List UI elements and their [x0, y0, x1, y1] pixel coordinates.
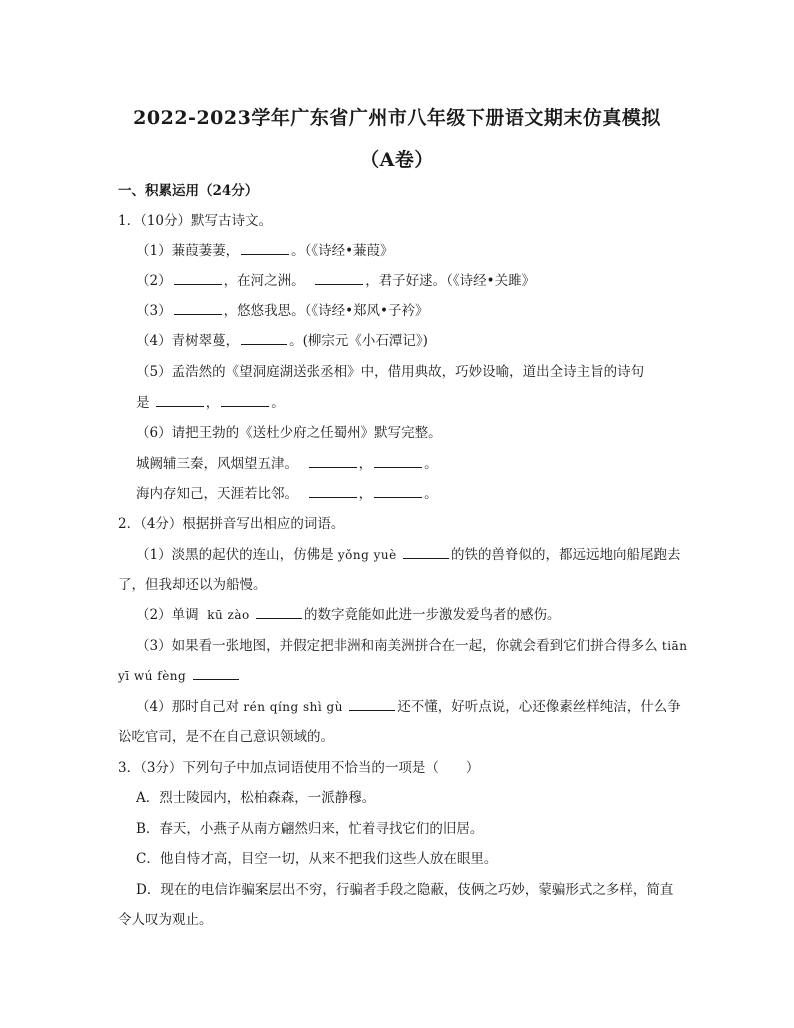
q1-item-6-line1	[136, 455, 438, 473]
answer-blank[interactable]	[309, 455, 357, 468]
document-subtitle: （A卷）	[360, 149, 434, 171]
q1-item-5-comma: ，	[205, 395, 220, 411]
q1-item-3	[136, 302, 429, 320]
q1-item-2-text: ，在河之洲。	[223, 273, 305, 289]
answer-blank[interactable]	[374, 485, 422, 498]
answer-blank[interactable]	[241, 332, 287, 345]
q1-item-1-source: 。（《诗经•蒹葭》	[291, 243, 394, 259]
answer-blank[interactable]	[403, 546, 449, 559]
q2-item-3-cont	[118, 667, 241, 685]
q1-item-4-source: 。(柳宗元《小石潭记》)	[289, 333, 428, 349]
q2-item-3-text: （3）如果看一张地图，并假定把非洲和南美洲拼合在一起，你就会看到它们拼合得多么	[136, 638, 658, 654]
q1-item-2-source: ，君子好逑。（《诗经•关雎》	[365, 273, 536, 289]
pinyin-text: tiān	[661, 639, 688, 653]
answer-blank[interactable]	[241, 242, 289, 255]
answer-blank[interactable]	[156, 394, 204, 407]
q2-item-2	[136, 606, 561, 624]
q2-item-2-text2: 的数字竟能如此进一步激发爱鸟者的感伤。	[304, 607, 561, 623]
q3-option-d[interactable]: D．现在的电信诈骗案层出不穷，行骗者手段之隐蔽，伎俩之巧妙，蒙骗形式之多样，简直	[136, 882, 674, 898]
q3-option-b[interactable]: B．春天，小燕子从南方翩然归来，忙着寻找它们的旧居。	[136, 821, 484, 837]
q2-item-4-cont: 讼吃官司，是不在自己意识领域的。	[118, 729, 334, 745]
poem-comma: ，	[358, 456, 373, 472]
q2-item-1-text: （1）淡黑的起伏的连山，仿佛是	[136, 547, 334, 563]
pinyin-text: yī wú fèng	[118, 669, 187, 683]
q2-item-4-text2: 还不懂，好听点说，心还像素丝样纯洁，什么争	[397, 699, 681, 715]
answer-blank[interactable]	[349, 698, 395, 711]
q2-item-1	[136, 546, 681, 564]
q2-item-1-cont: 了，但我却还以为船慢。	[118, 577, 267, 593]
q2-item-2-text: （2）单调	[136, 607, 199, 623]
poem-line-1: 城阙辅三秦，风烟望五津。	[136, 456, 298, 472]
q3-option-a[interactable]: A．烈士陵园内，松柏森森，一派静穆。	[136, 790, 376, 806]
q3-option-d-cont: 令人叹为观止。	[118, 912, 213, 928]
q1-item-4-text: （4）青树翠蔓，	[136, 333, 240, 349]
q1-item-6: （6）请把王勃的《送杜少府之任蜀州》默写完整。	[136, 425, 442, 441]
q1-item-1-text: （1）蒹葭萋萋，	[136, 243, 240, 259]
q2-item-1-text2: 的铁的兽脊似的，都远远地向船尾跑去	[451, 547, 681, 563]
q2-item-4	[136, 698, 681, 716]
poem-comma: ，	[358, 486, 373, 502]
q3-option-c[interactable]: C．他自恃才高，目空一切，从来不把我们这些人放在眼里。	[136, 851, 498, 867]
answer-blank[interactable]	[315, 272, 363, 285]
q1-item-2-label: （2）	[136, 273, 172, 289]
q1-item-1	[136, 242, 394, 260]
answer-blank[interactable]	[256, 606, 302, 619]
q1-item-3-text: ，悠悠我思。（《诗经•郑风•子衿》	[223, 303, 429, 319]
answer-blank[interactable]	[174, 302, 222, 315]
q1-item-5-lead: 是	[136, 395, 150, 411]
q1-item-2	[136, 272, 535, 290]
q2-stem: 2．（4分）根据拼音写出相应的词语。	[118, 516, 345, 532]
q1-item-5-end: 。	[271, 395, 285, 411]
q1-item-5: （5）孟浩然的《望洞庭湖送张丞相》中，借用典故，巧妙设喻，道出全诗主旨的诗句	[136, 364, 645, 380]
pinyin-text: yǒng yuè	[337, 548, 397, 562]
answer-blank[interactable]	[374, 455, 422, 468]
poem-line-2: 海内存知己，天涯若比邻。	[136, 486, 298, 502]
q2-item-3	[136, 637, 687, 655]
answer-blank[interactable]	[221, 394, 269, 407]
poem-end: 。	[424, 486, 438, 502]
q2-item-4-text: （4）那时自己对	[136, 699, 240, 715]
q1-stem: 1．（10分）默写古诗文。	[118, 213, 273, 229]
q1-item-4	[136, 332, 428, 350]
q1-item-6-line2	[136, 485, 438, 503]
section-heading: 一、积累运用（24分）	[118, 183, 259, 199]
document-title: 2022-2023学年广东省广州市八年级下册语文期末仿真模拟	[133, 107, 661, 129]
q3-stem: 3．（3分）下列句子中加点词语使用不恰当的一项是（ ）	[118, 760, 480, 776]
pinyin-text: rén qíng shì gù	[243, 700, 343, 714]
poem-end: 。	[424, 456, 438, 472]
answer-blank[interactable]	[174, 272, 222, 285]
pinyin-text: kū zào	[207, 608, 250, 622]
q1-item-3-label: （3）	[136, 303, 172, 319]
answer-blank[interactable]	[309, 485, 357, 498]
q1-item-5-cont	[136, 394, 285, 412]
answer-blank[interactable]	[193, 667, 239, 680]
